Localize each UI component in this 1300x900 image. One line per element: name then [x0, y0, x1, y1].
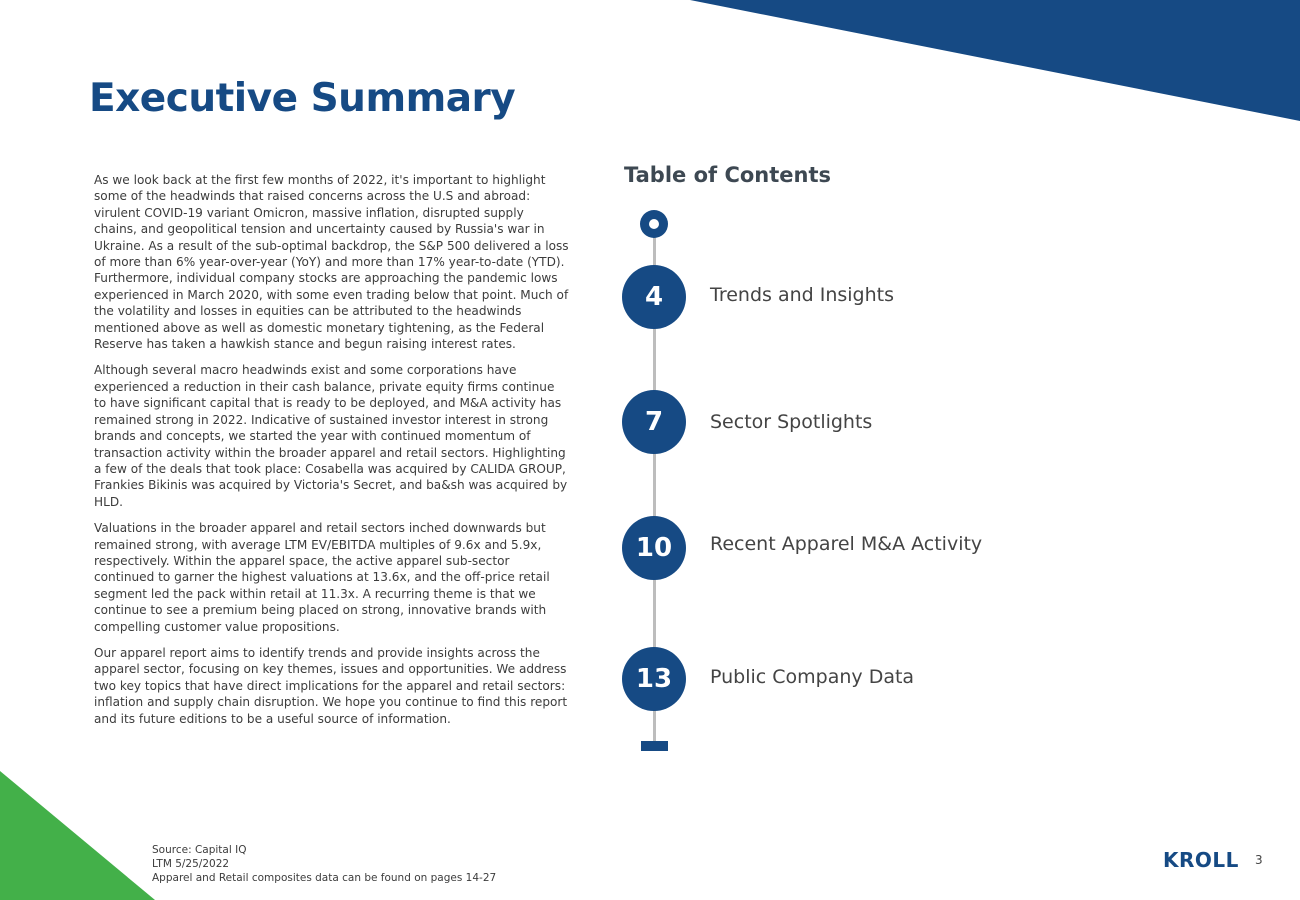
summary-paragraph: As we look back at the first few months of 2022, it's important to highlight some of the headwinds that raised concerns across the U.S and abroad: virulent COVID-19 variant Omicron, massive inflation, disrupted supply chains, and geopolitical tension and uncertainty caused by Russia's war in Ukraine. As a result of the sub-optimal backdrop, the S&P 500 delivered a loss of more than 6% year-over-year (YoY) and more than 17% year-to-date (YTD). Furthermore, individual company stocks are approaching the pandemic lows experienced in March 2020, with some even trading below that point. Much of the volatility and losses in equities can be attributed to the headwinds mentioned above as well as domestic monetary tightening, as the Federal Reserve has taken a hawkish stance and begun raising interest rates. [94, 173, 569, 352]
bottom-left-green-triangle [0, 760, 160, 900]
toc-page-number[interactable]: 4 [622, 265, 686, 329]
page-title: Executive Summary [89, 76, 516, 121]
toc-page-number[interactable]: 7 [622, 390, 686, 454]
toc-heading: Table of Contents [624, 163, 832, 187]
toc-item-trends-and-insights[interactable]: Trends and Insights [710, 284, 894, 306]
footnote-line: Apparel and Retail composites data can be found on pages 14-27 [152, 872, 497, 884]
timeline-start-dot-icon [640, 210, 668, 238]
footnote-line: Source: Capital IQ [152, 844, 247, 856]
summary-paragraph: Our apparel report aims to identify trends and provide insights across the apparel sector, focusing on key themes, issues and opportunities. We address two key topics that have direct implications for the apparel and retail sectors: inflation and supply chain disruption. We hope you continue to find this report and its future editions to be a useful source of information. [94, 645, 568, 726]
footnotes [152, 843, 496, 885]
summary-paragraph: Valuations in the broader apparel and retail sectors inched downwards but remained strong, with average LTM EV/EBITDA multiples of 9.6x and 5.9x, respectively. Within the apparel space, the active apparel sub-sector continued to garner the highest valuations at 13.6x, and the off-price retail segment led the pack within retail at 11.3x. A recurring theme is that we continue to see a premium being placed on strong, innovative brands with compelling customer value propositions. [94, 521, 550, 634]
kroll-logo: KROLL [1163, 848, 1239, 872]
toc-page-number[interactable]: 10 [622, 516, 686, 580]
summary-paragraph: Although several macro headwinds exist and some corporations have experienced a reduction in their cash balance, private equity firms continue to have significant capital that is ready to be deployed, and M&A activity has remained strong in 2022. Indicative of sustained investor interest in strong brands and concepts, we started the year with continued momentum of transaction activity within the broader apparel and retail sectors. Highlighting a few of the deals that took place: Cosabella was acquired by CALIDA GROUP, Frankies Bikinis was acquired by Victoria's Secret, and ba&sh was acquired by HLD. [94, 363, 568, 509]
page-number: 3 [1255, 853, 1263, 867]
summary-body [94, 172, 570, 737]
timeline-end-marker [641, 741, 668, 751]
footnote-line: LTM 5/25/2022 [152, 858, 230, 870]
toc-item-public-company-data[interactable]: Public Company Data [710, 666, 915, 688]
toc-page-number[interactable]: 13 [622, 647, 686, 711]
toc-item-recent-apparel-ma-activity[interactable]: Recent Apparel M&A Activity [710, 533, 983, 555]
toc-item-sector-spotlights[interactable]: Sector Spotlights [710, 411, 873, 433]
